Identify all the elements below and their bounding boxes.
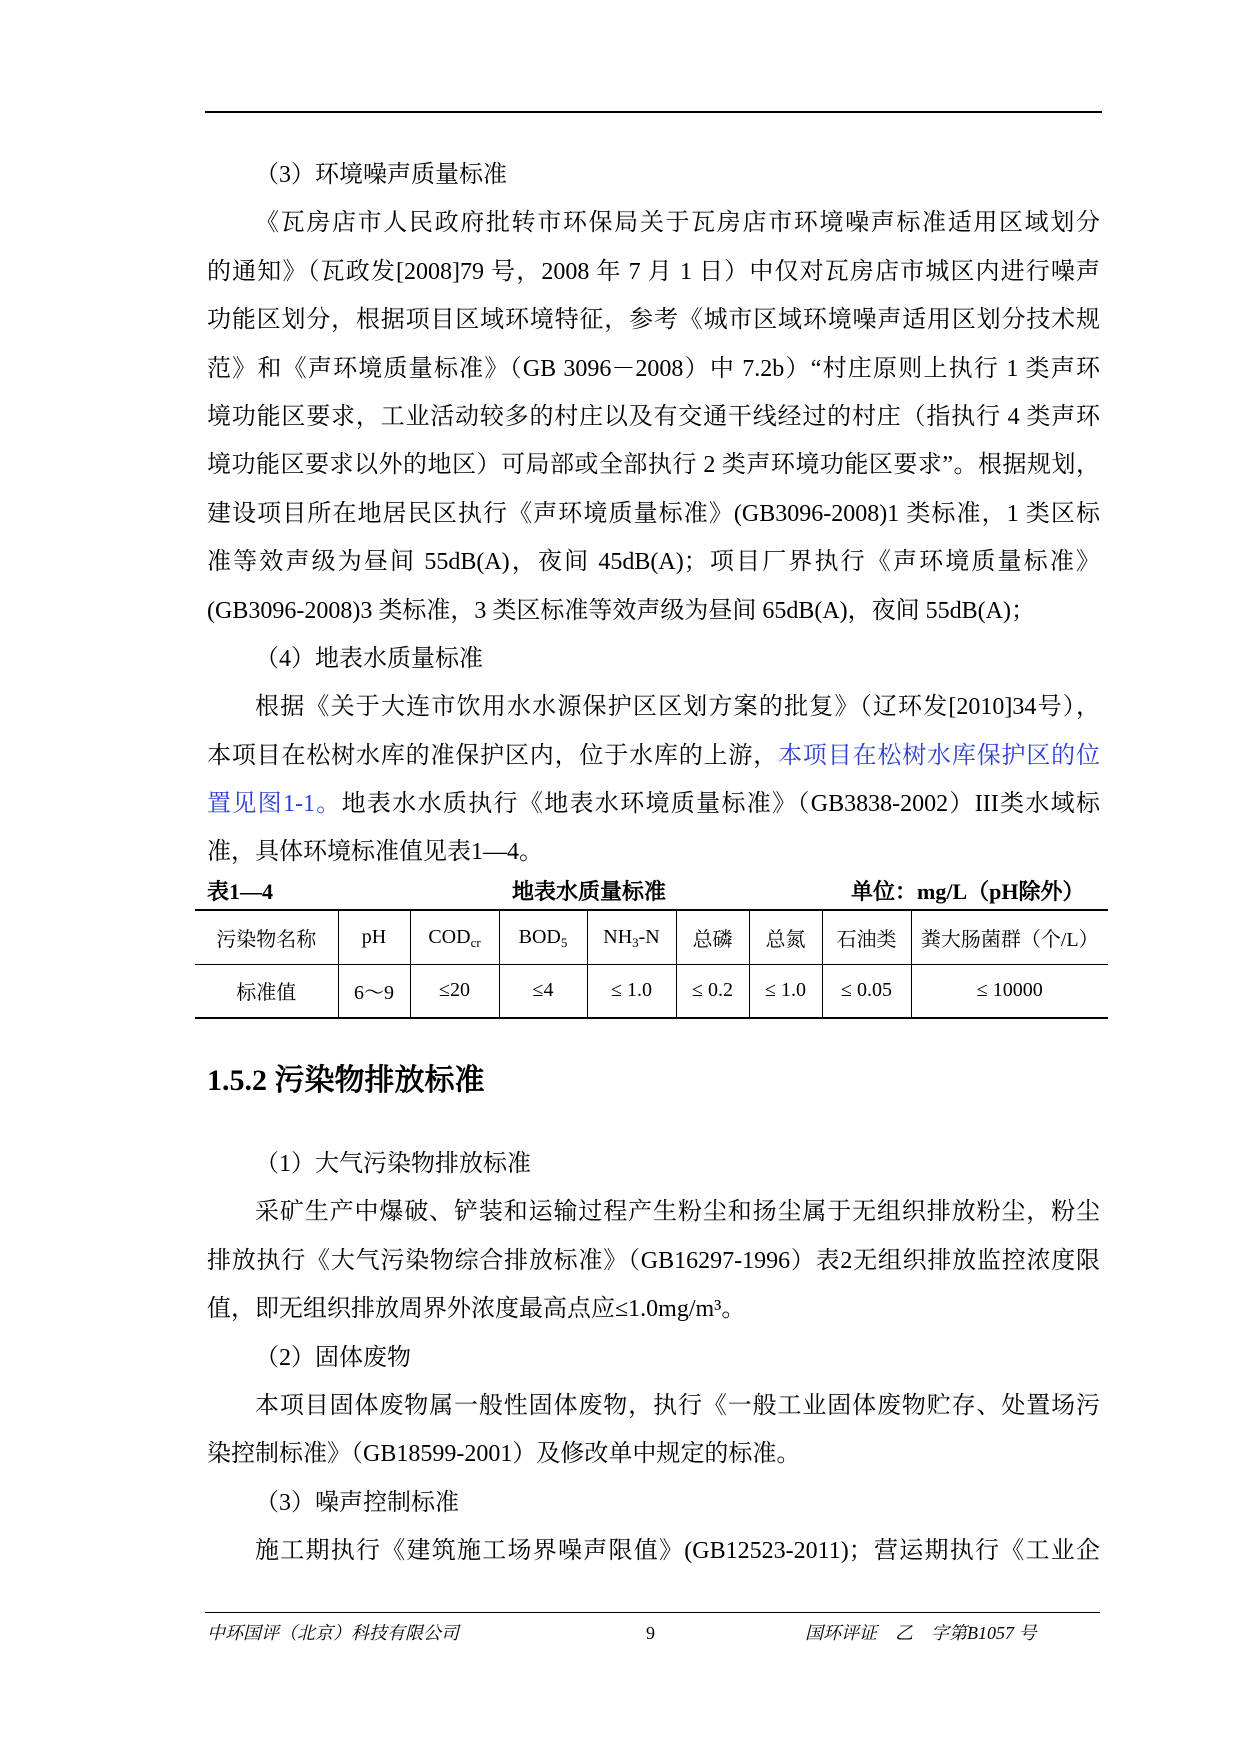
paragraph-line: 境功能区要求，工业活动较多的村庄以及有交通干线经过的村庄（指执行 4 类声环: [207, 403, 1100, 430]
subsection-heading-noise-quality: （3）环境噪声质量标准: [255, 162, 507, 188]
col-header-ph: pH: [338, 910, 410, 964]
footer-rule: [205, 1612, 1100, 1613]
table-cell: ≤4: [499, 964, 587, 1018]
paragraph-text: 地表水水质执行《地表水环境质量标准》（GB3838-2002）III类水域标: [341, 791, 1100, 818]
body-block-quality-standards: [207, 151, 1100, 877]
paragraph-line: 值，即无组织排放周界外浓度最高点应≤1.0mg/m³。: [207, 1296, 746, 1323]
table-cell: ≤ 0.2: [676, 964, 749, 1018]
figure-reference-link[interactable]: 置见图1-1。: [207, 791, 342, 818]
paragraph-line: 准，具体环境标准值见表1—4。: [207, 839, 543, 866]
col-header-bod: [499, 910, 587, 964]
body-block-discharge-standards: [207, 1140, 1100, 1576]
table-cell: ≤ 0.05: [822, 964, 911, 1018]
col-header-total-phosphorus: 总磷: [676, 910, 749, 964]
paragraph-line: 《瓦房店市人民政府批转市环保局关于瓦房店市环境噪声标准适用区域划分: [255, 210, 1100, 237]
table-cell: ≤ 1.0: [587, 964, 676, 1018]
col-header-suffix: -N: [638, 925, 660, 948]
footer-company: 中环国评（北京）科技有限公司: [207, 1623, 459, 1643]
col-header-subscript: cr: [470, 934, 481, 950]
header-rule: [205, 111, 1102, 113]
table-cell: 6～9: [338, 964, 410, 1018]
figure-reference-link[interactable]: 本项目在松树水库保护区的位: [778, 742, 1100, 769]
row-label: 标准值: [236, 982, 297, 1005]
col-header-subscript: 5: [560, 934, 568, 950]
paragraph-line: [207, 780, 1100, 828]
page-number: 9: [646, 1623, 655, 1643]
col-header-text: BOD: [518, 925, 561, 948]
section-heading: 1.5.2 污染物排放标准: [207, 1064, 485, 1097]
paragraph-line: 范》和《声环境质量标准》（GB 3096－2008）中 7.2b）“村庄原则上执行 1 类声环: [207, 355, 1100, 382]
col-header-fecal-coliform: 粪大肠菌群（个/L）: [911, 910, 1108, 964]
table-cell: ≤ 10000: [911, 964, 1108, 1018]
paragraph-line: 采矿生产中爆破、铲装和运输过程产生粉尘和扬尘属于无组织排放粉尘，粉尘: [255, 1199, 1100, 1226]
paragraph-line: [207, 732, 1100, 780]
table-cell: ≤20: [410, 964, 499, 1018]
col-header-pollutant: 污染物名称: [195, 910, 338, 964]
table-cell: ≤ 1.0: [749, 964, 822, 1018]
paragraph-line: 境功能区要求以外的地区）可局部或全部执行 2 类声环境功能区要求”。根据规划，: [207, 452, 1100, 479]
paragraph-line: 排放执行《大气污染物综合排放标准》（GB16297-1996）表2无组织排放监控浓度限: [207, 1247, 1100, 1274]
subsection-heading-solid-waste: （2）固体废物: [255, 1344, 411, 1371]
col-header-cod: [410, 910, 499, 964]
surface-water-standard-table: [195, 909, 1108, 1019]
paragraph-line: 的通知》（瓦政发[2008]79 号，2008 年 7 月 1 日）中仅对瓦房店市城区内进行噪声: [207, 258, 1100, 285]
paragraph-line: 功能区划分，根据项目区域环境特征，参考《城市区域环境噪声适用区划分技术规: [207, 307, 1100, 334]
col-header-ammonia: [587, 910, 676, 964]
subsection-heading-surface-water: （4）地表水质量标准: [255, 645, 483, 672]
paragraph-line: (GB3096-2008)3 类标准，3 类区标准等效声级为昼间 65dB(A)，夜间 55dB(A)；: [207, 597, 1035, 624]
subsection-heading-air: （1）大气污染物排放标准: [255, 1151, 531, 1177]
subsection-heading-noise-control: （3）噪声控制标准: [255, 1489, 459, 1516]
col-header-petroleum: 石油类: [822, 910, 911, 964]
paragraph-line: 准等效声级为昼间 55dB(A)，夜间 45dB(A)；项目厂界执行《声环境质量标准》: [207, 549, 1100, 576]
paragraph-line: 建设项目所在地居民区执行《声环境质量标准》(GB3096-2008)1 类标准，1 类区标: [207, 500, 1100, 527]
table-unit: 单位：mg/L（pH除外）: [851, 879, 1085, 904]
col-header-text: NH: [603, 925, 633, 948]
col-header-total-nitrogen: 总氮: [749, 910, 822, 964]
paragraph-line: 施工期执行《建筑施工场界噪声限值》(GB12523-2011)；营运期执行《工业企: [255, 1538, 1100, 1565]
paragraph-line: 根据《关于大连市饮用水水源保护区区划方案的批复》（辽环发[2010]34号），: [255, 694, 1100, 721]
table-number: 表1—4: [207, 879, 274, 904]
table-row: [195, 964, 1108, 1018]
col-header-subscript: 3: [632, 934, 639, 950]
paragraph-line: 本项目固体废物属一般性固体废物，执行《一般工业固体废物贮存、处置场污: [255, 1392, 1100, 1419]
footer-certificate: 国环评证 乙 字第B1057 号: [805, 1623, 1037, 1643]
table-title: 地表水质量标准: [512, 879, 667, 904]
table-header-row: [195, 910, 1108, 964]
paragraph-text: 本项目在松树水库的准保护区内，位于水库的上游，: [207, 742, 779, 769]
col-header-text: COD: [428, 925, 471, 948]
paragraph-line: 染控制标准》（GB18599-2001）及修改单中规定的标准。: [207, 1441, 801, 1468]
